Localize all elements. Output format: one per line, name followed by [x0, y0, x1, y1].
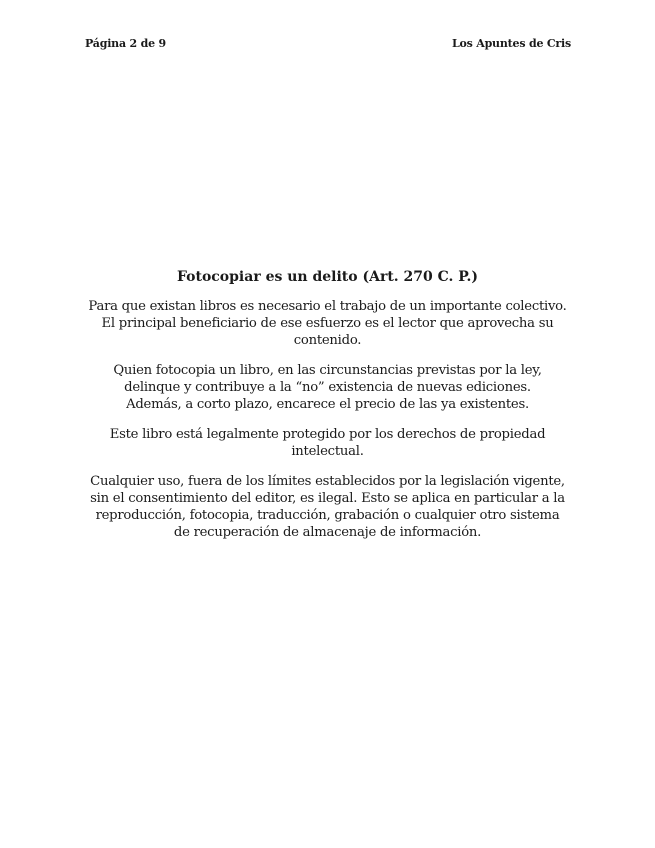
notice-line: El principal beneficiario de ese esfuerzo es el lector que aprovecha su contenido. [101, 316, 554, 348]
notice-line: Para que existan libros es necesario el trabajo de un importante colectivo. [88, 299, 567, 314]
page-number-header: Página 2 de 9 [85, 37, 166, 50]
notice-line: Además, a corto plazo, encarece el precio de las ya existentes. [126, 397, 529, 412]
notice-line: Este libro está legalmente protegido por los derechos de propiedad intelectual. [109, 427, 546, 459]
notice-paragraph-4 [88, 473, 567, 541]
notice-line: Quien fotocopia un libro, en las circunstancias previstas por la ley, delinque y contribuye a la “no” existencia de nuevas ediciones. [113, 363, 542, 395]
site-name-header: Los Apuntes de Cris [451, 37, 571, 50]
notice-paragraph-3 [88, 426, 567, 460]
copyright-notice [88, 268, 567, 554]
notice-title: Fotocopiar es un delito (Art. 270 C. P.) [176, 269, 479, 285]
notice-paragraph-2 [88, 362, 567, 413]
notice-paragraph-1 [88, 298, 567, 349]
notice-line: Cualquier uso, fuera de los límites establecidos por la legislación vigente, sin el consentimiento del editor, es ilegal. Esto se aplica en particular a la reproducción, fotocopia, traducción, grabación o cualquier otro sistema de recuperación de almacenaje de información. [90, 474, 565, 540]
